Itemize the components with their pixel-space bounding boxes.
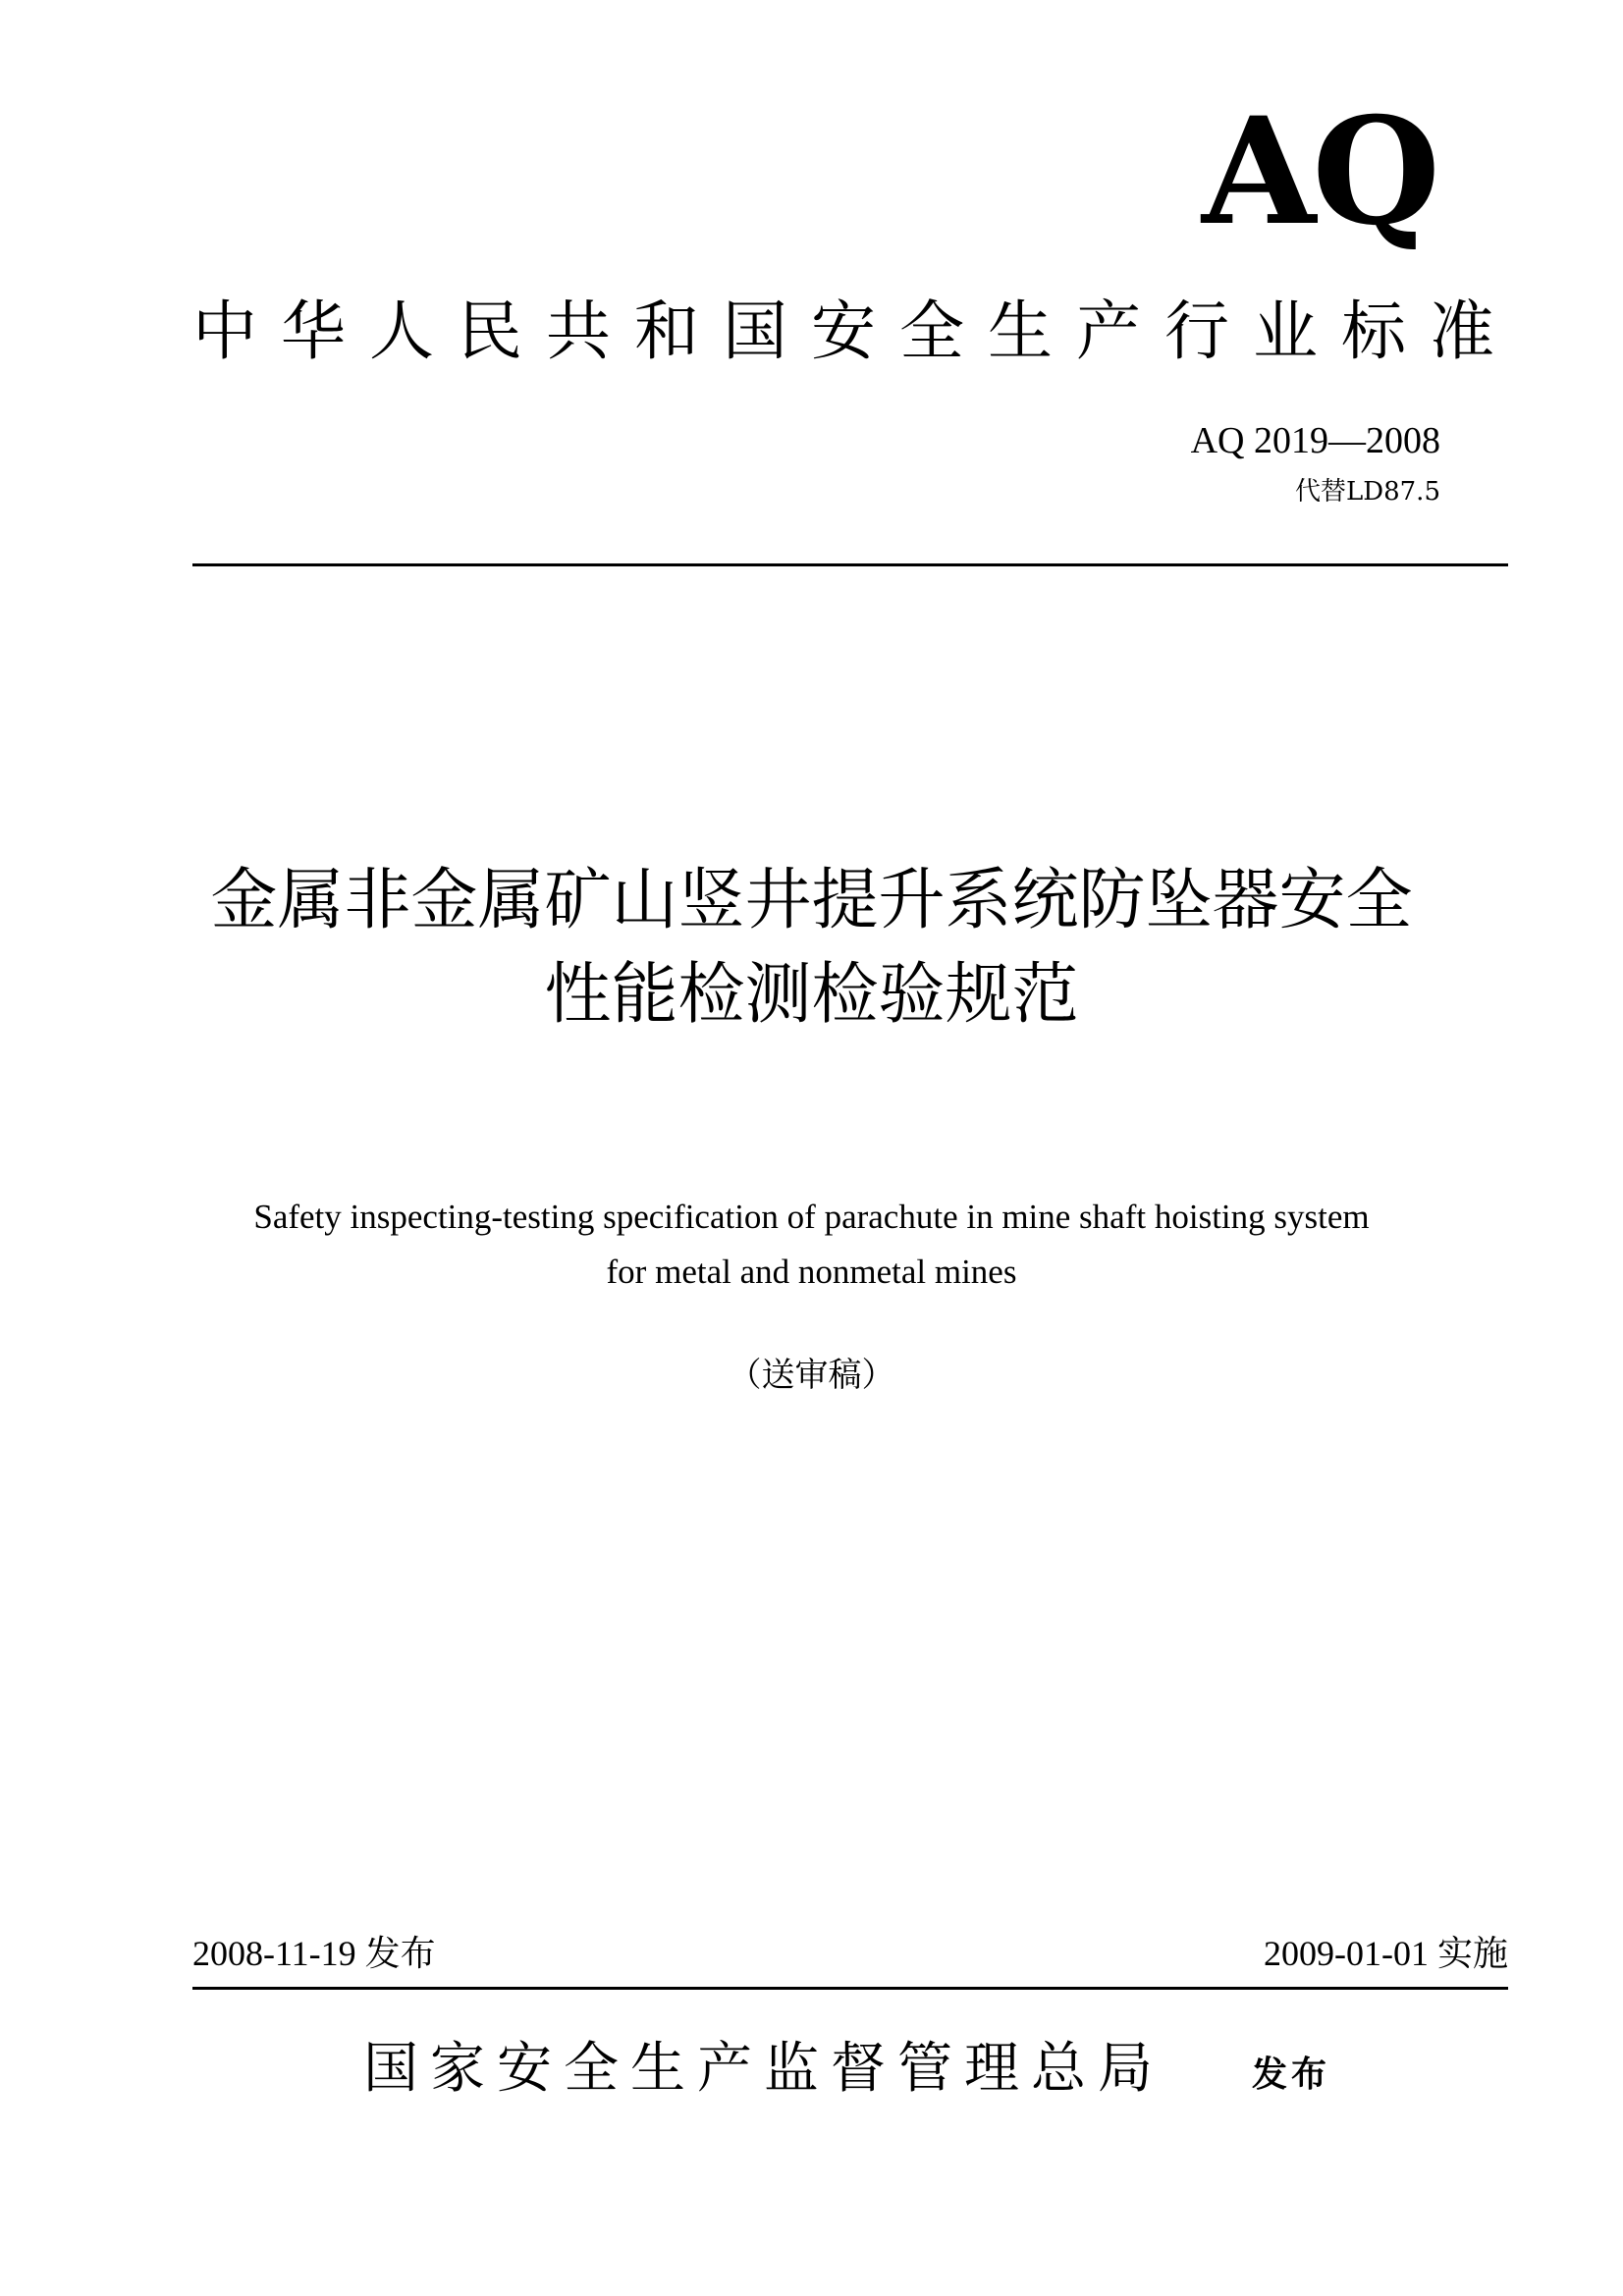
implementation-date <box>1264 1936 1508 1972</box>
aq-logo: AQ <box>1201 85 1436 258</box>
chinese-title-line-2: 性能检测检验规范 <box>544 956 1079 1034</box>
top-divider <box>192 563 1508 566</box>
standard-number: AQ 2019—2008 <box>1190 420 1440 461</box>
publish-label: 发布 <box>1252 2055 1331 2095</box>
english-title <box>0 1190 1623 1300</box>
issue-date-label: 发布 <box>364 1934 436 1974</box>
english-title-line-1: Safety inspecting-testing specification of parachute in mine shaft hoisting system <box>253 1198 1370 1236</box>
issue-date <box>192 1936 436 1972</box>
chinese-title-line-1: 金属非金属矿山竖井提升系统防坠器安全 <box>210 862 1413 939</box>
replaces-standard: 代替LD87.5 <box>1294 477 1440 507</box>
issuing-authority: 国家安全生产监督管理总局 <box>363 2037 1164 2101</box>
english-title-line-2: for metal and nonmetal mines <box>606 1253 1017 1291</box>
issue-date-value: 2008-11-19 <box>192 1934 356 1973</box>
bottom-divider <box>192 1987 1508 1990</box>
implementation-date-value: 2009-01-01 <box>1264 1934 1429 1973</box>
industry-standard-heading: 中华人民共和国安全生产行业标准 <box>192 294 1518 369</box>
chinese-title <box>0 854 1623 1042</box>
implementation-date-label: 实施 <box>1436 1934 1508 1974</box>
draft-note: （送审稿） <box>728 1356 895 1395</box>
